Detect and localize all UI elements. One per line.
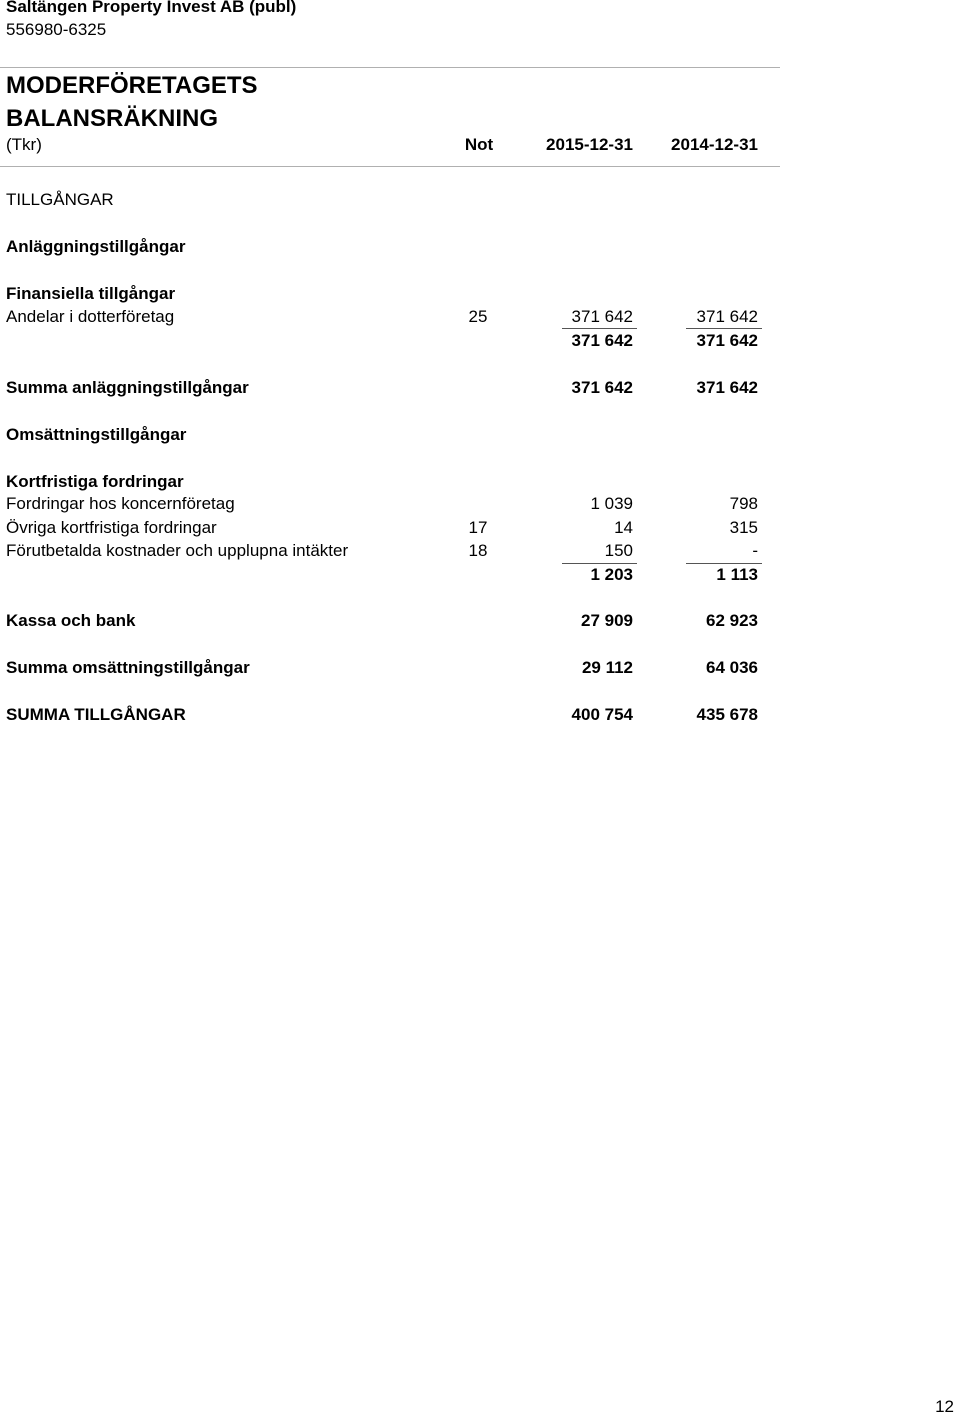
row-value-2015: 1 203: [590, 565, 633, 584]
total-row-assets: [0, 704, 960, 726]
section-heading-current-assets: [0, 424, 960, 446]
row-value-2014: 371 642: [696, 331, 758, 350]
row-label: Finansiella tillgångar: [6, 284, 176, 303]
row-label: Summa omsättningstillgångar: [6, 658, 250, 677]
row-value-2014: 64 036: [706, 658, 758, 677]
total-row-current-assets: [0, 657, 960, 679]
row-value-2015: 1 039: [590, 494, 633, 513]
subtotal-row: [0, 330, 960, 352]
row-value-2015: 371 642: [571, 331, 633, 350]
row-label: TILLGÅNGAR: [6, 190, 114, 209]
row-note: 17: [468, 518, 488, 537]
row-label: Fordringar hos koncernföretag: [6, 494, 235, 513]
page-title: [6, 69, 258, 135]
org-number: 556980-6325: [6, 20, 107, 39]
note-header: Not: [464, 135, 494, 154]
title-line-1: MODERFÖRETAGETS: [6, 72, 258, 99]
row-value-2015: 150: [604, 541, 633, 560]
row-note: 25: [468, 307, 488, 326]
row-note: 18: [468, 541, 488, 560]
row-value-2014: 371 642: [696, 378, 758, 397]
table-row: [0, 493, 960, 515]
subsection-heading-receivables: [0, 471, 960, 493]
row-label: Andelar i dotterföretag: [6, 307, 175, 326]
column-header: [0, 134, 960, 156]
subtotal-underline: [562, 328, 637, 329]
row-label: Kortfristiga fordringar: [6, 472, 184, 491]
row-label: Anläggningstillgångar: [6, 237, 186, 256]
row-value-2015: 27 909: [581, 611, 633, 630]
page-number: 12: [935, 1397, 954, 1416]
row-label: Omsättningstillgångar: [6, 425, 187, 444]
section-heading-assets: [0, 189, 960, 211]
row-value-2014: 435 678: [696, 705, 758, 724]
row-value-2014: 62 923: [706, 611, 758, 630]
row-value-2014: 315: [729, 518, 758, 537]
table-row: [0, 306, 960, 328]
total-row-fixed-assets: [0, 377, 960, 399]
company-name: Saltängen Property Invest AB (publ): [6, 0, 297, 16]
row-label: Förutbetalda kostnader och upplupna intäkter: [6, 541, 349, 560]
table-row: [0, 517, 960, 539]
header-divider: [0, 166, 780, 167]
row-value-2015: 14: [614, 518, 633, 537]
subtotal-underline: [686, 328, 762, 329]
year1-header: 2015-12-31: [546, 135, 633, 154]
row-value-2015: 29 112: [581, 658, 633, 677]
row-label: Övriga kortfristiga fordringar: [6, 518, 217, 537]
unit-label: (Tkr): [6, 135, 42, 154]
row-label: SUMMA TILLGÅNGAR: [6, 705, 186, 724]
table-row: [0, 540, 960, 562]
row-value-2014: -: [752, 541, 758, 560]
row-value-2014: 798: [729, 494, 758, 513]
title-line-2: BALANSRÄKNING: [6, 105, 218, 132]
section-heading-fixed-assets: [0, 236, 960, 258]
row-value-2015: 371 642: [571, 307, 633, 326]
row-value-2015: 371 642: [571, 378, 633, 397]
subsection-heading-financial-assets: [0, 283, 960, 305]
row-value-2014: 371 642: [696, 307, 758, 326]
top-divider: [0, 67, 780, 68]
row-value-2014: 1 113: [716, 565, 758, 584]
subtotal-row: [0, 564, 960, 586]
row-label: Summa anläggningstillgångar: [6, 378, 249, 397]
year2-header: 2014-12-31: [671, 135, 758, 154]
table-row-cash: [0, 610, 960, 632]
row-label: Kassa och bank: [6, 611, 136, 630]
row-value-2015: 400 754: [571, 705, 633, 724]
